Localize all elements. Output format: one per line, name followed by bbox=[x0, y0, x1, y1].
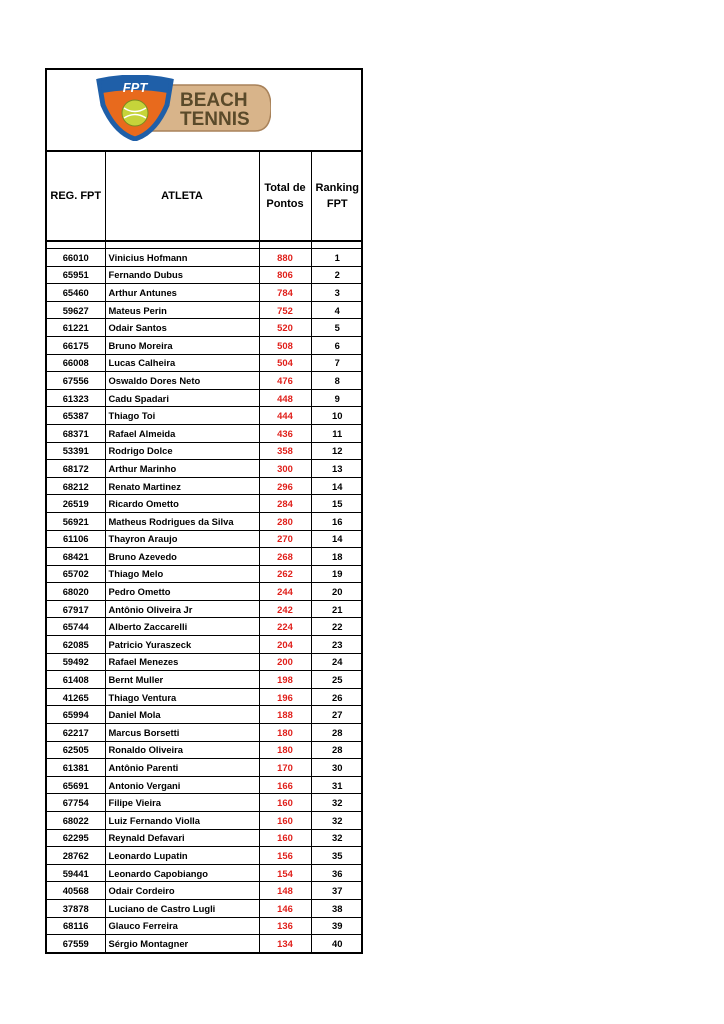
table-row bbox=[47, 776, 363, 794]
points-cell: 146 bbox=[259, 899, 311, 917]
reg-cell: 68116 bbox=[47, 917, 105, 935]
table-row bbox=[47, 671, 363, 689]
reg-cell: 62295 bbox=[47, 829, 105, 847]
rank-cell: 15 bbox=[311, 495, 363, 513]
athlete-cell: Thiago Ventura bbox=[105, 688, 259, 706]
points-cell: 188 bbox=[259, 706, 311, 724]
rank-cell: 8 bbox=[311, 372, 363, 390]
rank-cell: 2 bbox=[311, 266, 363, 284]
reg-cell: 62085 bbox=[47, 636, 105, 654]
reg-cell: 66175 bbox=[47, 336, 105, 354]
athlete-cell: Ricardo Ometto bbox=[105, 495, 259, 513]
rank-cell: 10 bbox=[311, 407, 363, 425]
points-cell: 160 bbox=[259, 829, 311, 847]
reg-cell: 41265 bbox=[47, 688, 105, 706]
table-row bbox=[47, 636, 363, 654]
reg-cell: 61323 bbox=[47, 389, 105, 407]
table-row bbox=[47, 688, 363, 706]
table-row bbox=[47, 460, 363, 478]
table-row bbox=[47, 618, 363, 636]
reg-cell: 68421 bbox=[47, 548, 105, 566]
rank-cell: 40 bbox=[332, 937, 343, 949]
points-cell: 224 bbox=[259, 618, 311, 636]
points-cell: 296 bbox=[259, 477, 311, 495]
reg-cell: 67556 bbox=[47, 372, 105, 390]
reg-cell: 37878 bbox=[47, 899, 105, 917]
rank-cell: 36 bbox=[311, 864, 363, 882]
athlete-cell: Mateus Perin bbox=[105, 301, 259, 319]
athlete-cell: Sérgio Montagner bbox=[105, 935, 259, 952]
table-row bbox=[47, 477, 363, 495]
table-row bbox=[47, 319, 363, 337]
table-row bbox=[47, 389, 363, 407]
reg-cell: 67917 bbox=[47, 600, 105, 618]
header-rank-line1: Ranking bbox=[315, 182, 359, 194]
fpt-beach-tennis-logo bbox=[95, 75, 271, 141]
athlete-cell: Arthur Marinho bbox=[105, 460, 259, 478]
reg-cell: 61381 bbox=[47, 759, 105, 777]
table-row bbox=[47, 249, 363, 267]
points-cell: 198 bbox=[259, 671, 311, 689]
table-row bbox=[47, 812, 363, 830]
table-row bbox=[47, 354, 363, 372]
reg-cell: 68212 bbox=[47, 477, 105, 495]
rank-cell: 26 bbox=[311, 688, 363, 706]
points-cell: 160 bbox=[259, 794, 311, 812]
rank-cell: 9 bbox=[311, 389, 363, 407]
athlete-cell: Bernt Muller bbox=[105, 671, 259, 689]
table-row bbox=[47, 847, 363, 865]
athlete-cell: Filipe Vieira bbox=[105, 794, 259, 812]
table-row bbox=[47, 266, 363, 284]
reg-cell: 59441 bbox=[47, 864, 105, 882]
points-cell: 520 bbox=[259, 319, 311, 337]
athlete-cell: Marcus Borsetti bbox=[105, 724, 259, 742]
rank-cell: 19 bbox=[311, 565, 363, 583]
rank-cell: 14 bbox=[311, 477, 363, 495]
points-cell: 166 bbox=[259, 776, 311, 794]
header-athlete: ATLETA bbox=[105, 152, 259, 241]
table-row bbox=[47, 424, 363, 442]
reg-cell: 68020 bbox=[47, 583, 105, 601]
points-cell: 156 bbox=[259, 847, 311, 865]
points-cell: 242 bbox=[259, 600, 311, 618]
table-row bbox=[47, 530, 363, 548]
rank-cell: 25 bbox=[311, 671, 363, 689]
athlete-cell: Cadu Spadari bbox=[105, 389, 259, 407]
points-cell: 204 bbox=[259, 636, 311, 654]
reg-cell: 61221 bbox=[47, 319, 105, 337]
athlete-cell: Odair Cordeiro bbox=[105, 882, 259, 900]
reg-cell: 62505 bbox=[47, 741, 105, 759]
athlete-cell: Ronaldo Oliveira bbox=[105, 741, 259, 759]
table-row bbox=[47, 706, 363, 724]
reg-cell: 40568 bbox=[47, 882, 105, 900]
rank-cell: 27 bbox=[311, 706, 363, 724]
table-row bbox=[47, 899, 363, 917]
header-rank bbox=[311, 152, 363, 241]
points-cell: 262 bbox=[259, 565, 311, 583]
rank-cell: 16 bbox=[311, 512, 363, 530]
reg-cell: 61106 bbox=[47, 530, 105, 548]
rank-cell: 18 bbox=[311, 548, 363, 566]
logo-line2: TENNIS bbox=[180, 109, 250, 130]
table-row bbox=[47, 407, 363, 425]
rank-cell: 30 bbox=[311, 759, 363, 777]
athlete-cell: Daniel Mola bbox=[105, 706, 259, 724]
reg-cell: 56921 bbox=[47, 512, 105, 530]
points-cell: 284 bbox=[259, 495, 311, 513]
points-cell: 154 bbox=[259, 864, 311, 882]
rank-cell: 7 bbox=[311, 354, 363, 372]
points-cell: 270 bbox=[259, 530, 311, 548]
athlete-cell: Luiz Fernando Violla bbox=[105, 812, 259, 830]
table-row bbox=[47, 565, 363, 583]
reg-cell: 62217 bbox=[47, 724, 105, 742]
points-cell: 880 bbox=[259, 249, 311, 267]
reg-cell: 66008 bbox=[47, 354, 105, 372]
rank-cell: 39 bbox=[311, 917, 363, 935]
table-row bbox=[47, 741, 363, 759]
rank-cell: 6 bbox=[311, 336, 363, 354]
header-points-line1: Total de bbox=[264, 182, 306, 194]
rank-cell: 21 bbox=[311, 600, 363, 618]
table-row bbox=[47, 653, 363, 671]
rank-cell: 4 bbox=[311, 301, 363, 319]
logo-cell bbox=[47, 70, 361, 152]
table-row bbox=[47, 336, 363, 354]
points-cell: 784 bbox=[259, 284, 311, 302]
reg-cell: 53391 bbox=[47, 442, 105, 460]
reg-cell: 59492 bbox=[47, 653, 105, 671]
athlete-cell: Lucas Calheira bbox=[105, 354, 259, 372]
points-cell: 476 bbox=[259, 372, 311, 390]
athlete-cell: Thiago Melo bbox=[105, 565, 259, 583]
rank-cell: 14 bbox=[311, 530, 363, 548]
table-row bbox=[47, 583, 363, 601]
athlete-cell: Bruno Moreira bbox=[105, 336, 259, 354]
reg-cell: 67754 bbox=[47, 794, 105, 812]
points-cell: 200 bbox=[259, 653, 311, 671]
athlete-cell: Leonardo Lupatin bbox=[105, 847, 259, 865]
reg-cell: 65691 bbox=[47, 776, 105, 794]
points-cell: 170 bbox=[259, 759, 311, 777]
rank-cell: 32 bbox=[311, 794, 363, 812]
rank-cell: 12 bbox=[311, 442, 363, 460]
points-cell: 504 bbox=[259, 354, 311, 372]
points-cell: 136 bbox=[259, 917, 311, 935]
points-cell: 180 bbox=[259, 741, 311, 759]
athlete-cell: Pedro Ometto bbox=[105, 583, 259, 601]
table-row bbox=[47, 864, 363, 882]
reg-cell: 65702 bbox=[47, 565, 105, 583]
reg-cell: 65951 bbox=[47, 266, 105, 284]
rank-cell: 38 bbox=[311, 899, 363, 917]
header-points bbox=[259, 152, 311, 241]
points-cell: 280 bbox=[259, 512, 311, 530]
ranking-table bbox=[47, 152, 363, 952]
rank-cell: 23 bbox=[311, 636, 363, 654]
table-row bbox=[47, 794, 363, 812]
rank-cell: 20 bbox=[311, 583, 363, 601]
points-cell: 148 bbox=[259, 882, 311, 900]
reg-cell: 59627 bbox=[47, 301, 105, 319]
header-row bbox=[47, 152, 363, 241]
rank-cell: 32 bbox=[311, 812, 363, 830]
athlete-cell: Glauco Ferreira bbox=[105, 917, 259, 935]
reg-cell: 28762 bbox=[47, 847, 105, 865]
table-row bbox=[47, 372, 363, 390]
rank-cell: 37 bbox=[311, 882, 363, 900]
ranking-sheet bbox=[45, 68, 363, 954]
rank-cell: 3 bbox=[311, 284, 363, 302]
athlete-cell: Odair Santos bbox=[105, 319, 259, 337]
reg-cell: 66010 bbox=[47, 249, 105, 267]
rank-cell: 28 bbox=[311, 724, 363, 742]
reg-cell: 65460 bbox=[47, 284, 105, 302]
athlete-cell: Antônio Parenti bbox=[105, 759, 259, 777]
table-row bbox=[47, 829, 363, 847]
reg-cell: 68371 bbox=[47, 424, 105, 442]
reg-cell: 26519 bbox=[47, 495, 105, 513]
rank-cell: 35 bbox=[311, 847, 363, 865]
athlete-cell: Thiago Toi bbox=[105, 407, 259, 425]
athlete-cell: Vinicius Hofmann bbox=[105, 249, 259, 267]
points-cell: 358 bbox=[259, 442, 311, 460]
logo-line1: BEACH bbox=[180, 90, 248, 111]
table-row bbox=[47, 512, 363, 530]
table-row bbox=[47, 495, 363, 513]
rank-cell: 22 bbox=[311, 618, 363, 636]
table-row bbox=[47, 724, 363, 742]
athlete-cell: Matheus Rodrigues da Silva bbox=[105, 512, 259, 530]
athlete-cell: Thayron Araujo bbox=[105, 530, 259, 548]
points-cell: 508 bbox=[259, 336, 311, 354]
athlete-cell: Rafael Menezes bbox=[105, 653, 259, 671]
table-row bbox=[47, 284, 363, 302]
athlete-cell: Rafael Almeida bbox=[105, 424, 259, 442]
reg-cell: 68172 bbox=[47, 460, 105, 478]
reg-cell: 65387 bbox=[47, 407, 105, 425]
points-cell: 180 bbox=[259, 724, 311, 742]
table-row bbox=[47, 600, 363, 618]
athlete-cell: Renato Martinez bbox=[105, 477, 259, 495]
rank-cell: 5 bbox=[311, 319, 363, 337]
points-cell: 436 bbox=[259, 424, 311, 442]
rank-cell: 28 bbox=[311, 741, 363, 759]
table-row bbox=[47, 759, 363, 777]
athlete-cell: Arthur Antunes bbox=[105, 284, 259, 302]
logo-mark: FPT bbox=[122, 80, 148, 95]
reg-cell: 65744 bbox=[47, 618, 105, 636]
athlete-cell: Bruno Azevedo bbox=[105, 548, 259, 566]
spacer-row bbox=[47, 241, 363, 249]
points-cell: 752 bbox=[259, 301, 311, 319]
rank-cell: 11 bbox=[311, 424, 363, 442]
rank-cell: 13 bbox=[311, 460, 363, 478]
athlete-cell: Reynald Defavari bbox=[105, 829, 259, 847]
reg-cell: 67559 bbox=[47, 935, 105, 952]
rank-cell: 24 bbox=[311, 653, 363, 671]
table-row bbox=[47, 548, 363, 566]
points-cell: 244 bbox=[259, 583, 311, 601]
points-cell: 160 bbox=[259, 812, 311, 830]
athlete-cell: Patricio Yuraszeck bbox=[105, 636, 259, 654]
table-row bbox=[47, 935, 363, 952]
athlete-cell: Leonardo Capobiango bbox=[105, 864, 259, 882]
points-cell: 134 bbox=[259, 935, 311, 952]
reg-cell: 68022 bbox=[47, 812, 105, 830]
header-points-line2: Pontos bbox=[266, 198, 304, 210]
rank-cell: 32 bbox=[311, 829, 363, 847]
athlete-cell: Luciano de Castro Lugli bbox=[105, 899, 259, 917]
athlete-cell: Oswaldo Dores Neto bbox=[105, 372, 259, 390]
athlete-cell: Alberto Zaccarelli bbox=[105, 618, 259, 636]
reg-cell: 65994 bbox=[47, 706, 105, 724]
header-rank-line2: FPT bbox=[326, 198, 348, 210]
points-cell: 806 bbox=[259, 266, 311, 284]
athlete-cell: Fernando Dubus bbox=[105, 266, 259, 284]
points-cell: 448 bbox=[259, 389, 311, 407]
table-row bbox=[47, 917, 363, 935]
athlete-cell: Antônio Oliveira Jr bbox=[105, 600, 259, 618]
athlete-cell: Antonio Vergani bbox=[105, 776, 259, 794]
points-cell: 196 bbox=[259, 688, 311, 706]
points-cell: 444 bbox=[259, 407, 311, 425]
header-reg: REG. FPT bbox=[47, 152, 105, 241]
table-row bbox=[47, 442, 363, 460]
points-cell: 300 bbox=[259, 460, 311, 478]
table-row bbox=[47, 301, 363, 319]
table-row bbox=[47, 882, 363, 900]
reg-cell: 61408 bbox=[47, 671, 105, 689]
points-cell: 268 bbox=[259, 548, 311, 566]
athlete-cell: Rodrigo Dolce bbox=[105, 442, 259, 460]
rank-cell: 1 bbox=[311, 249, 363, 267]
rank-cell: 31 bbox=[311, 776, 363, 794]
